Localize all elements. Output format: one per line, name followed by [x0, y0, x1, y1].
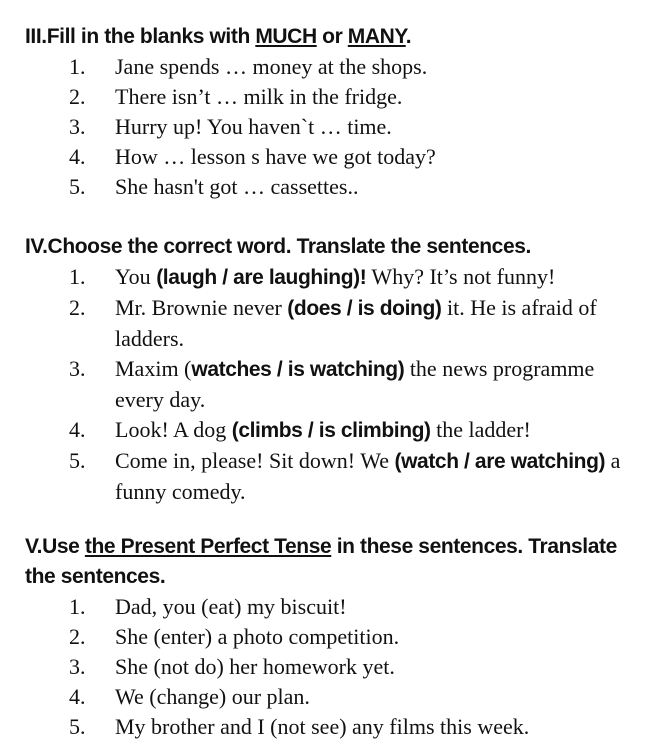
heading-text: III.Fill in the blanks with — [25, 25, 256, 48]
list-item — [25, 712, 645, 742]
list-item — [25, 112, 645, 142]
item-number: 2. — [69, 84, 86, 109]
heading-or: or — [316, 25, 348, 48]
item-text: We (change) our plan. — [115, 684, 310, 709]
section-much-many — [25, 22, 645, 202]
item-options: watches / is watching) — [191, 358, 405, 381]
item-options: (climbs / is climbing) — [231, 419, 431, 442]
exercise-list — [25, 52, 645, 202]
item-text: Why? It’s not funny! — [366, 264, 556, 289]
item-text: Maxim ( — [115, 356, 192, 381]
item-number: 2. — [69, 624, 86, 649]
list-item — [25, 415, 645, 446]
heading-text: in these sentences. Translate the sentences. — [25, 535, 617, 588]
list-item — [25, 592, 645, 622]
list-item — [25, 682, 645, 712]
list-item — [25, 262, 645, 293]
list-item — [25, 82, 645, 112]
item-number: 4. — [69, 417, 86, 442]
item-options: (laugh / are laughing)! — [156, 266, 367, 289]
heading-text: V.Use — [25, 535, 85, 558]
item-text: the ladder! — [430, 417, 531, 442]
heading-many: MANY — [347, 25, 406, 48]
item-number: 5. — [69, 174, 86, 199]
item-text: the news programme every day. — [115, 356, 595, 412]
item-text: a funny comedy. — [115, 448, 621, 504]
item-text: Look! A dog — [115, 417, 232, 442]
item-text: How … lesson s have we got today? — [115, 144, 436, 169]
item-number: 5. — [69, 448, 86, 473]
item-number: 3. — [69, 654, 86, 679]
item-text: Come in, please! Sit down! We — [115, 448, 395, 473]
item-text: She (enter) a photo competition. — [115, 624, 400, 649]
item-text: She hasn't got … cassettes.. — [115, 174, 359, 199]
list-item — [25, 293, 645, 354]
item-number: 4. — [69, 144, 86, 169]
item-text: Dad, you (eat) my biscuit! — [115, 594, 347, 619]
list-item — [25, 354, 645, 415]
item-text: You — [115, 264, 157, 289]
list-item — [25, 172, 645, 202]
item-number: 3. — [69, 114, 86, 139]
section-present-perfect — [25, 532, 645, 742]
list-item — [25, 142, 645, 172]
item-number: 1. — [69, 264, 86, 289]
list-item — [25, 622, 645, 652]
item-text: My brother and I (not see) any films this week. — [115, 714, 530, 739]
list-item — [25, 652, 645, 682]
heading-period: . — [405, 25, 412, 48]
item-number: 1. — [69, 594, 86, 619]
heading-tense: the Present Perfect Tense — [84, 535, 332, 558]
item-options: (watch / are watching) — [394, 450, 606, 473]
heading-much: MUCH — [255, 25, 317, 48]
section-heading-much-many — [25, 22, 645, 52]
item-number: 1. — [69, 54, 86, 79]
exercise-list — [25, 262, 645, 507]
item-text: There isn’t … milk in the fridge. — [115, 84, 403, 109]
list-item — [25, 52, 645, 82]
item-number: 4. — [69, 684, 86, 709]
item-options: (does / is doing) — [287, 297, 442, 320]
item-text: Hurry up! You haven`t … time. — [115, 114, 392, 139]
item-text: Mr. Brownie never — [115, 295, 288, 320]
item-number: 2. — [69, 295, 86, 320]
list-item — [25, 446, 645, 507]
section-choose-word — [25, 232, 645, 507]
item-number: 3. — [69, 356, 86, 381]
item-text: She (not do) her homework yet. — [115, 654, 395, 679]
item-text: Jane spends … money at the shops. — [115, 54, 428, 79]
section-heading-choose-word: IV.Choose the correct word. Translate the sentences. — [25, 235, 531, 258]
exercise-list — [25, 592, 645, 742]
item-number: 5. — [69, 714, 86, 739]
section-heading-present-perfect — [25, 532, 645, 592]
item-text: it. He is afraid of ladders. — [115, 295, 597, 351]
